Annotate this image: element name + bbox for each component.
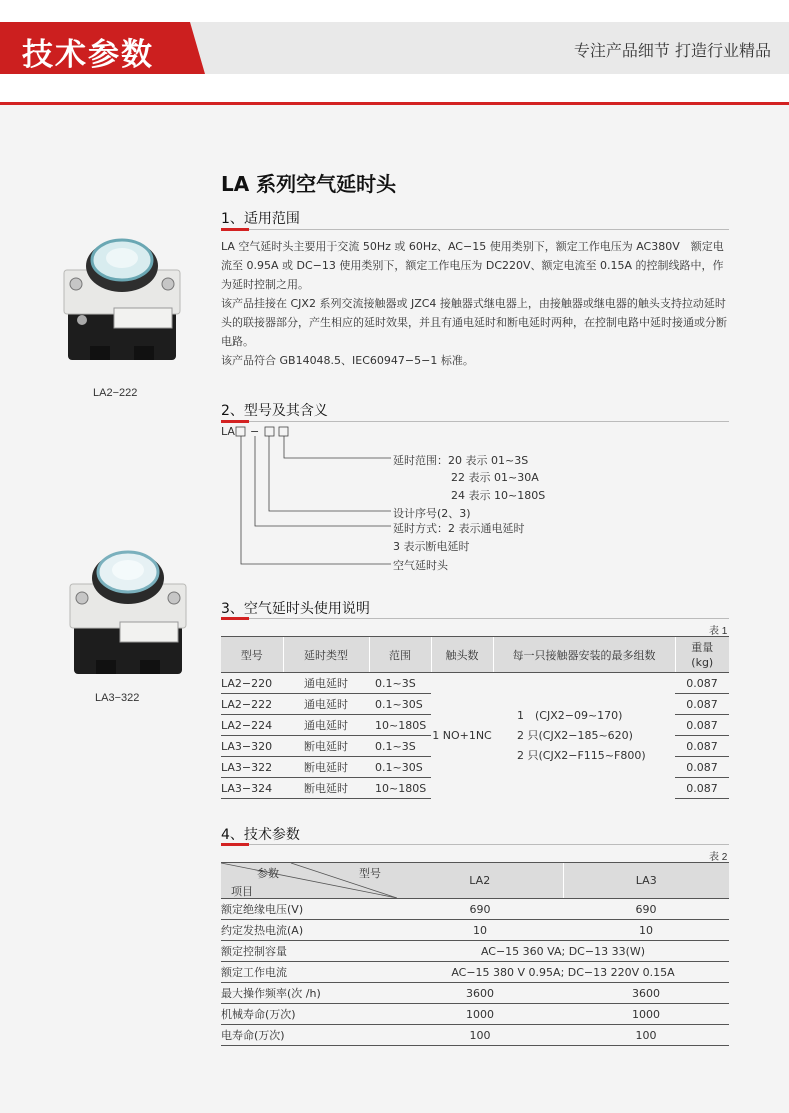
table-header-row <box>221 863 729 899</box>
label-name: 空气延时头 <box>393 559 448 572</box>
label-mode-2: 3 表示断电延时 <box>393 540 470 553</box>
header-cell: 每一只接触器安装的最多组数 <box>493 637 675 673</box>
cell-type: 断电延时 <box>283 757 369 778</box>
section-1-title: 1、适用范围 <box>221 211 300 227</box>
cell-type: 断电延时 <box>283 778 369 799</box>
cell-la2: 3600 <box>397 983 563 1004</box>
banner-title: 技术参数 <box>22 37 154 73</box>
table-row <box>221 1025 729 1046</box>
table-row <box>221 673 729 694</box>
cell-range: 0.1~3S <box>369 673 431 694</box>
cell-type: 通电延时 <box>283 694 369 715</box>
table-row <box>221 983 729 1004</box>
header-weight: 重量 <box>691 640 714 654</box>
cell-la2: 690 <box>397 899 563 920</box>
section-2-title: 2、型号及其含义 <box>221 403 328 419</box>
header-cell <box>675 637 729 673</box>
cell-range: 0.1~3S <box>369 736 431 757</box>
model-code-diagram <box>221 425 621 575</box>
table-2-note: 表 2 <box>709 852 728 863</box>
cell-type: 通电延时 <box>283 715 369 736</box>
table-row <box>221 962 729 983</box>
row-label: 额定绝缘电压(V) <box>221 899 397 920</box>
label-range: 延时范围：20 表示 01~3S <box>393 454 529 467</box>
header-cell: 范围 <box>369 637 431 673</box>
model-dash: − <box>250 425 260 438</box>
cell-weight: 0.087 <box>675 694 729 715</box>
header-cell: LA2 <box>397 863 563 899</box>
section-3-underline <box>221 618 729 619</box>
section-1-underline <box>221 229 729 230</box>
row-label: 机械寿命(万次) <box>221 1004 397 1025</box>
technical-parameters-table <box>221 862 729 1046</box>
cell-la3: 3600 <box>563 983 729 1004</box>
banner-slogan: 专注产品细节 打造行业精品 <box>573 41 771 60</box>
corner-param: 参数 <box>257 867 279 880</box>
row-label: 额定工作电流 <box>221 962 397 983</box>
label-design: 设计序号(2、3) <box>393 507 471 520</box>
section-4-title: 4、技术参数 <box>221 827 300 843</box>
top-banner <box>0 0 789 100</box>
paragraph: LA 空气延时头主要用于交流 50Hz 或 60Hz、AC−15 使用类别下，额定工作电压为 AC380V 额定电流至 0.95A 或 DC−13 使用类别下，额定工作电压为 DC220V、额定电流至 0.15A 的控制线路中，作为延时控制之用。 <box>221 240 724 291</box>
row-label: 约定发热电流(A) <box>221 920 397 941</box>
cell-type: 断电延时 <box>283 736 369 757</box>
cell-model: LA3−324 <box>221 778 283 799</box>
header-cell: LA3 <box>563 863 729 899</box>
paragraph: 该产品符合 GB14048.5、IEC60947−5−1 标准。 <box>221 354 474 367</box>
cell-weight: 0.087 <box>675 736 729 757</box>
cell-range: 0.1~30S <box>369 694 431 715</box>
label-range-3: 24 表示 10~180S <box>451 489 546 502</box>
cell-contacts: 1 NO+1NC <box>432 729 492 743</box>
cell-model: LA3−322 <box>221 757 283 778</box>
cell-type: 通电延时 <box>283 673 369 694</box>
row-label: 额定控制容量 <box>221 941 397 962</box>
table-row <box>221 899 729 920</box>
timer-head-photo-icon <box>68 548 188 678</box>
timer-head-photo-icon <box>62 236 182 366</box>
cell-model: LA2−224 <box>221 715 283 736</box>
cell-range: 0.1~30S <box>369 757 431 778</box>
row-label: 电寿命(万次) <box>221 1025 397 1046</box>
corner-cell <box>221 863 397 899</box>
table-row <box>221 1004 729 1025</box>
cell-merged: AC−15 380 V 0.95A; DC−13 220V 0.15A <box>397 962 729 983</box>
product-title: LA 系列空气延时头 <box>221 172 397 196</box>
cell-weight: 0.087 <box>675 715 729 736</box>
section-2-underline <box>221 421 729 422</box>
table-row <box>221 941 729 962</box>
table-row <box>221 920 729 941</box>
group-line: 2 只(CJX2−F115~F800) <box>517 748 646 762</box>
corner-item: 项目 <box>231 885 253 898</box>
header-weight-unit: (kg) <box>691 655 714 669</box>
cell-la2: 1000 <box>397 1004 563 1025</box>
label-mode: 延时方式：2 表示通电延时 <box>393 522 525 535</box>
cell-la3: 1000 <box>563 1004 729 1025</box>
section-3-title: 3、空气延时头使用说明 <box>221 601 370 617</box>
cell-la3: 690 <box>563 899 729 920</box>
cell-la3: 100 <box>563 1025 729 1046</box>
cell-la2: 100 <box>397 1025 563 1046</box>
table-1-note: 表 1 <box>709 626 728 637</box>
cell-weight: 0.087 <box>675 778 729 799</box>
photo-2-caption: LA3−322 <box>95 692 140 704</box>
cell-range: 10~180S <box>369 778 431 799</box>
label-range-2: 22 表示 01~30A <box>451 471 539 484</box>
section-4-underline <box>221 844 729 845</box>
cell-model: LA3−320 <box>221 736 283 757</box>
cell-weight: 0.087 <box>675 673 729 694</box>
header-cell: 型号 <box>221 637 283 673</box>
cell-model: LA2−222 <box>221 694 283 715</box>
corner-model: 型号 <box>359 867 381 880</box>
usage-table <box>221 636 729 799</box>
group-line: 2 只(CJX2−185~620) <box>517 728 633 742</box>
cell-groups <box>493 673 675 799</box>
header-cell: 延时类型 <box>283 637 369 673</box>
cell-la3: 10 <box>563 920 729 941</box>
paragraph: 该产品挂接在 CJX2 系列交流接触器或 JZC4 接触器式继电器上，由接触器或继电器的触头支持拉动延时头的联接器部分，产生相应的延时效果，并且有通电延时和断电延时两种，在控制电路中延时接通或分断电路。 <box>221 297 727 348</box>
cell-la2: 10 <box>397 920 563 941</box>
photo-1-caption: LA2−222 <box>93 387 138 399</box>
group-line: 1 (CJX2−09~170) <box>517 708 623 722</box>
cell-merged: AC−15 360 VA; DC−13 33(W) <box>397 941 729 962</box>
cell-model: LA2−220 <box>221 673 283 694</box>
section-1-body <box>221 237 731 370</box>
header-cell: 触头数 <box>431 637 493 673</box>
table-header-row <box>221 637 729 673</box>
cell-range: 10~180S <box>369 715 431 736</box>
model-prefix: LA <box>221 425 235 438</box>
cell-weight: 0.087 <box>675 757 729 778</box>
row-label: 最大操作频率(次 /h) <box>221 983 397 1004</box>
